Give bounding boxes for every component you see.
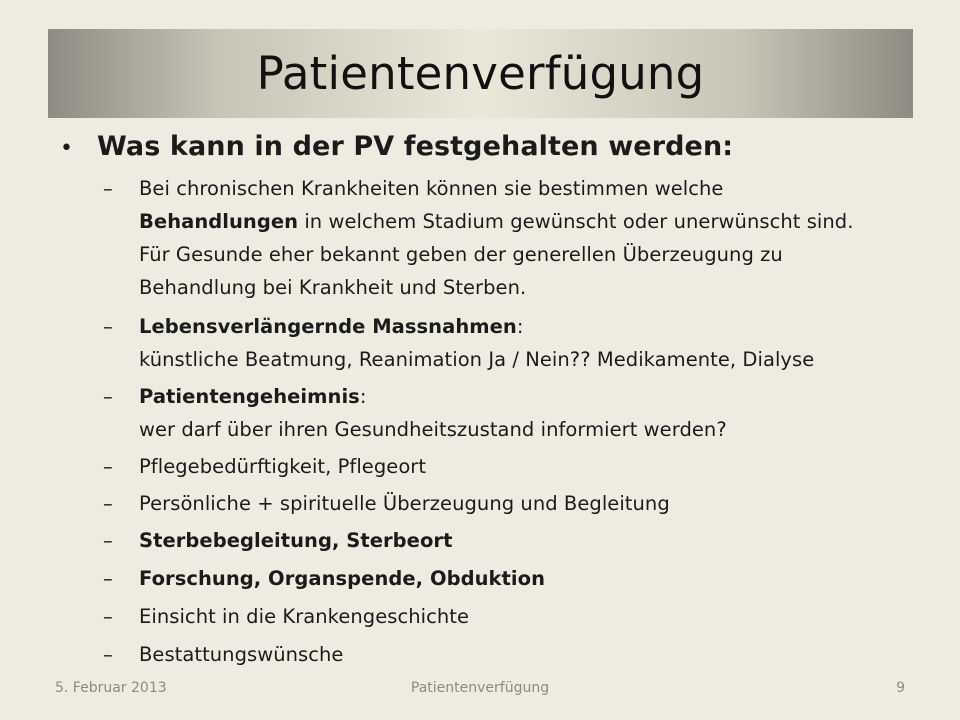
list-item-text (139, 172, 933, 304)
bold-text-segment: Sterbebegleitung, Sterbeort (139, 529, 453, 552)
text-segment: Behandlung bei Krankheit und Sterben. (139, 276, 527, 299)
slide-title: Patientenverfügung (256, 47, 705, 100)
dash-icon: – (103, 492, 113, 515)
list-item (103, 310, 933, 376)
list-item-line (139, 310, 933, 343)
dash-icon: – (103, 605, 113, 628)
list-item-line (139, 487, 933, 520)
list-item (103, 380, 933, 446)
text-segment: wer darf über ihren Gesundheitszustand informiert werden? (139, 418, 727, 441)
bold-text-segment: Forschung, Organspende, Obduktion (139, 567, 546, 590)
text-segment: Für Gesunde eher bekannt geben der generellen Überzeugung zu (139, 243, 783, 266)
main-bullet (60, 131, 920, 162)
bullet-icon: • (60, 136, 73, 161)
list-item (103, 638, 933, 671)
main-bullet-text: Was kann in der PV festgehalten werden: (97, 131, 734, 162)
bold-text-segment: Lebensverlängernde Massnahmen (139, 315, 517, 338)
text-segment: Einsicht in die Krankengeschichte (139, 605, 470, 628)
list-item (103, 450, 933, 483)
list-item-text (139, 310, 933, 376)
dash-icon: – (103, 567, 113, 590)
dash-icon: – (103, 315, 113, 338)
text-segment: Bestattungswünsche (139, 643, 344, 666)
list-item-text (139, 524, 933, 557)
list-item (103, 562, 933, 595)
dash-icon: – (103, 529, 113, 552)
list-item-line (139, 172, 933, 205)
dash-icon: – (103, 385, 113, 408)
list-item-text (139, 487, 933, 520)
list-item-line (139, 413, 933, 446)
text-segment: : (516, 315, 524, 338)
dash-icon: – (103, 643, 113, 666)
text-segment: künstliche Beatmung, Reanimation Ja / Nein?? Medikamente, Dialyse (139, 348, 815, 371)
list-item-text (139, 562, 933, 595)
list-item-text (139, 638, 933, 671)
list-item-text (139, 600, 933, 633)
list-item-line (139, 205, 933, 238)
list-item-line (139, 343, 933, 376)
text-segment: Bei chronischen Krankheiten können sie bestimmen welche (139, 177, 724, 200)
list-item-line (139, 638, 933, 671)
list-item-text (139, 450, 933, 483)
dash-icon: – (103, 177, 113, 200)
text-segment: Persönliche + spirituelle Überzeugung und Begleitung (139, 492, 670, 515)
list-item-text (139, 380, 933, 446)
list-item (103, 524, 933, 557)
footer-title: Patientenverfügung (410, 680, 550, 696)
bold-text-segment: Behandlungen (139, 210, 299, 233)
list-item (103, 487, 933, 520)
text-segment: : (359, 385, 367, 408)
list-item-line (139, 450, 933, 483)
text-segment: in welchem Stadium gewünscht oder unerwünscht sind. (298, 210, 854, 233)
footer-date: 5. Februar 2013 (55, 680, 167, 696)
list-item (103, 172, 933, 304)
bold-text-segment: Patientengeheimnis (139, 385, 360, 408)
dash-icon: – (103, 455, 113, 478)
list-item-line (139, 524, 933, 557)
title-bar (48, 29, 913, 118)
list-item-line (139, 600, 933, 633)
list-item (103, 600, 933, 633)
text-segment: Pflegebedürftigkeit, Pflegeort (139, 455, 427, 478)
list-item-line (139, 562, 933, 595)
list-item-line (139, 271, 933, 304)
list-item-line (139, 380, 933, 413)
list-item-line (139, 238, 933, 271)
footer-page-number: 9 (896, 680, 905, 696)
